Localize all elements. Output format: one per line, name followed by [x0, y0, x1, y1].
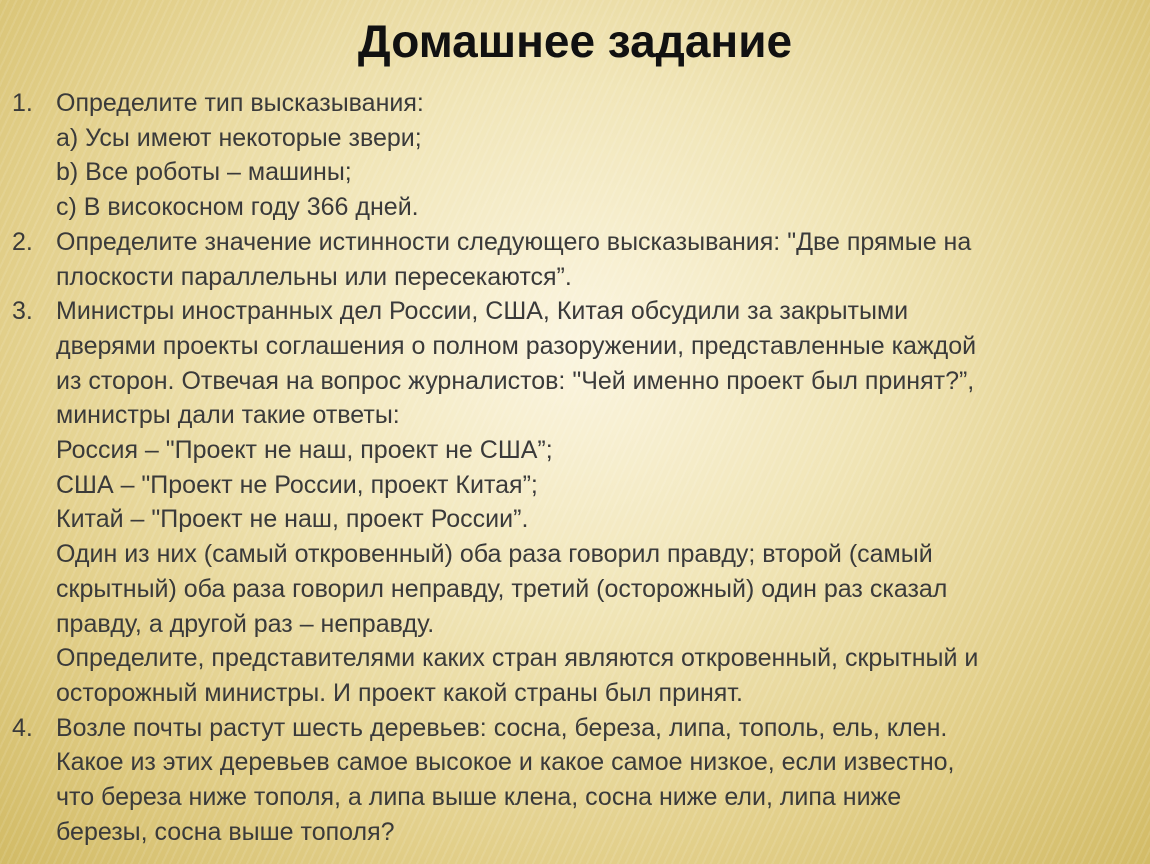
task-text-line: Один из них (самый откровенный) оба раза говорил правду; второй (самый: [56, 540, 933, 569]
task-text-line: c) В високосном году 366 дней.: [56, 193, 419, 222]
task-number: 4.: [12, 713, 33, 742]
task-text-line: Какое из этих деревьев самое высокое и какое самое низкое, если известно,: [56, 748, 955, 777]
task-number: 2.: [12, 227, 33, 256]
task-number: 1.: [12, 89, 33, 117]
task-text-line: из сторон. Отвечая на вопрос журналистов: "Чей именно проект был принят?”,: [56, 366, 975, 395]
task-text-line: b) Все роботы – машины;: [56, 158, 352, 187]
task-item-4: [0, 711, 1150, 850]
task-text-line: Определите значение истинности следующего высказывания: "Две прямые на: [56, 227, 972, 256]
task-text-line: березы, сосна выше тополя?: [56, 817, 395, 846]
task-list: [0, 86, 1150, 849]
task-text-line: Возле почты растут шесть деревьев: сосна, береза, липа, тополь, ель, клен.: [56, 713, 948, 742]
task-text-line: что береза ниже тополя, а липа выше клена, сосна ниже ели, липа ниже: [56, 783, 902, 812]
task-text-line: осторожный министры. И проект какой страны был принят.: [56, 678, 743, 707]
task-number: 3.: [12, 297, 33, 326]
task-item-2: [0, 225, 1150, 294]
task-text-line: Определите тип высказывания:: [56, 89, 424, 117]
task-text-line: Китай – "Проект не наш, проект России”.: [56, 505, 529, 534]
task-text-line: министры дали такие ответы:: [56, 401, 400, 430]
task-text-line: Россия – "Проект не наш, проект не США”;: [56, 436, 553, 465]
task-text-line: скрытный) оба раза говорил неправду, третий (осторожный) один раз сказал: [56, 574, 948, 603]
task-text-line: Определите, представителями каких стран являются откровенный, скрытный и: [56, 644, 979, 673]
task-text-line: дверями проекты соглашения о полном разоружении, представленные каждой: [56, 331, 977, 360]
task-text-line: правду, а другой раз – неправду.: [56, 609, 435, 638]
task-text-line: Министры иностранных дел России, США, Китая обсудили за закрытыми: [56, 297, 909, 326]
task-text-line: плоскости параллельны или пересекаются”.: [56, 262, 572, 291]
task-text-line: a) Усы имеют некоторые звери;: [56, 123, 422, 152]
task-item-3: [0, 294, 1150, 710]
task-item-1: [0, 86, 1150, 225]
slide-title: Домашнее задание: [357, 15, 793, 67]
task-text-line: США – "Проект не России, проект Китая”;: [56, 470, 538, 499]
